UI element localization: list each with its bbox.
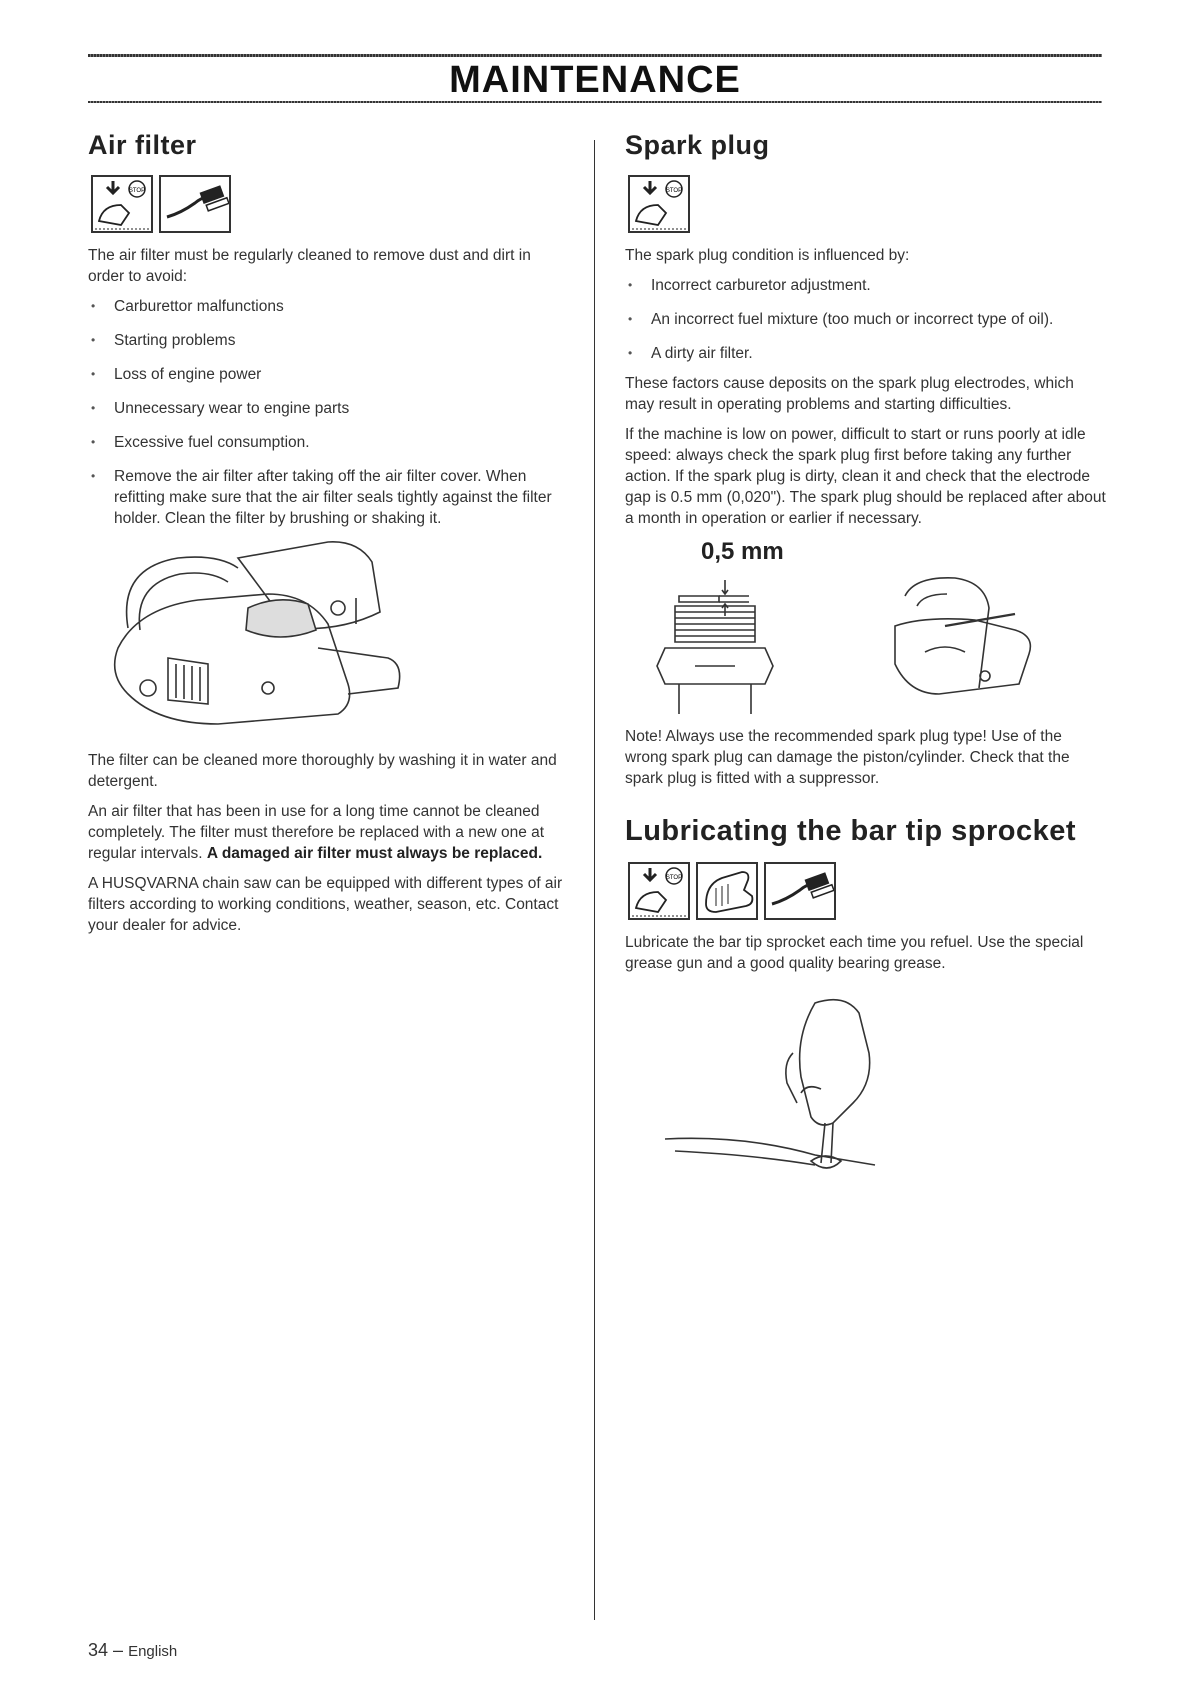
page-title: MAINTENANCE — [449, 59, 741, 101]
spark-plug-heading: Spark plug — [625, 130, 770, 160]
footer-language: English — [128, 1643, 178, 1660]
sprocket-section — [625, 815, 1107, 1183]
air-filter-para2 — [88, 801, 566, 864]
stop-icon — [628, 175, 690, 233]
air-filter-para3: A HUSQVARNA chain saw can be equipped with different types of air filters according to working conditions, weather, season, etc. Contact your dealer for advice. — [88, 875, 563, 934]
stop-icon — [91, 175, 153, 233]
svg-text:STOP: STOP — [665, 875, 683, 881]
air-filter-para2-text: An air filter that has been in use for a long time cannot be cleaned completely. The filter must therefore be replaced with a new one at regular intervals. — [88, 803, 545, 862]
spark-plug-note: Note! Always use the recommended spark plug type! Use of the wrong spark plug can damage the piston/cylinder. Check that the spark plug is fitted with a suppressor. — [625, 728, 1070, 787]
list-item: • Unnecessary wear to engine parts — [88, 398, 566, 419]
air-filter-bullets — [88, 296, 566, 529]
air-filter-icons — [91, 175, 566, 233]
spark-plug-intro: The spark plug condition is influenced by: — [625, 247, 910, 264]
glove-icon — [696, 862, 758, 920]
list-item: • Remove the air filter after taking off the air filter cover. When refitting make sure that the air filter seals tightly against the filter holder. Clean the filter by brushing or shaking it. — [88, 466, 566, 529]
column-divider — [594, 140, 595, 1620]
page-number: 34 – — [88, 1640, 124, 1660]
svg-text:STOP: STOP — [665, 188, 683, 194]
air-filter-intro: The air filter must be regularly cleaned to remove dust and dirt in order to avoid: — [88, 247, 531, 285]
spark-plug-icons — [628, 175, 1107, 233]
air-filter-warning: A damaged air filter must always be replaced. — [206, 845, 543, 862]
sprocket-icons — [628, 862, 1107, 920]
list-item: • Carburettor malfunctions — [88, 296, 566, 317]
page-footer — [88, 1640, 177, 1661]
brush-icon — [764, 862, 836, 920]
spark-plug-illustration — [625, 566, 1107, 716]
list-item: • A dirty air filter. — [625, 343, 1107, 364]
brush-icon — [159, 175, 231, 233]
spark-plug-bullets — [625, 275, 1107, 364]
sprocket-text: Lubricate the bar tip sprocket each time you refuel. Use the special grease gun and a good quality bearing grease. — [625, 934, 1084, 972]
spark-plug-para1: These factors cause deposits on the spark plug electrodes, which may result in operating problems and starting difficulties. — [625, 375, 1074, 413]
list-item: • An incorrect fuel mixture (too much or incorrect type of oil). — [625, 309, 1107, 330]
svg-text:STOP: STOP — [128, 188, 146, 194]
list-item: • Loss of engine power — [88, 364, 566, 385]
sprocket-heading: Lubricating the bar tip sprocket — [625, 815, 1077, 847]
electrode-gap-label: 0,5 mm — [701, 538, 784, 565]
list-item: • Starting problems — [88, 330, 566, 351]
stop-icon — [628, 862, 690, 920]
air-filter-para1: The filter can be cleaned more thoroughly by washing it in water and detergent. — [88, 752, 557, 790]
spark-plug-section — [625, 130, 1107, 1183]
air-filter-heading: Air filter — [88, 130, 197, 160]
header-bottom-rule — [88, 101, 1102, 103]
list-item: • Excessive fuel consumption. — [88, 432, 566, 453]
air-filter-section — [88, 130, 566, 945]
air-filter-illustration — [88, 538, 566, 738]
header-top-rule — [88, 54, 1102, 57]
grease-gun-illustration — [625, 983, 1107, 1183]
list-item: • Incorrect carburetor adjustment. — [625, 275, 1107, 296]
spark-plug-para2: If the machine is low on power, difficult to start or runs poorly at idle speed: always check the spark plug first before taking any further action. If the spark plug is dirty, clean it and check that the electrode gap is 0.5 mm (0,020"). The spark plug should be replaced after about a month in operation or earlier if necessary. — [625, 426, 1106, 527]
